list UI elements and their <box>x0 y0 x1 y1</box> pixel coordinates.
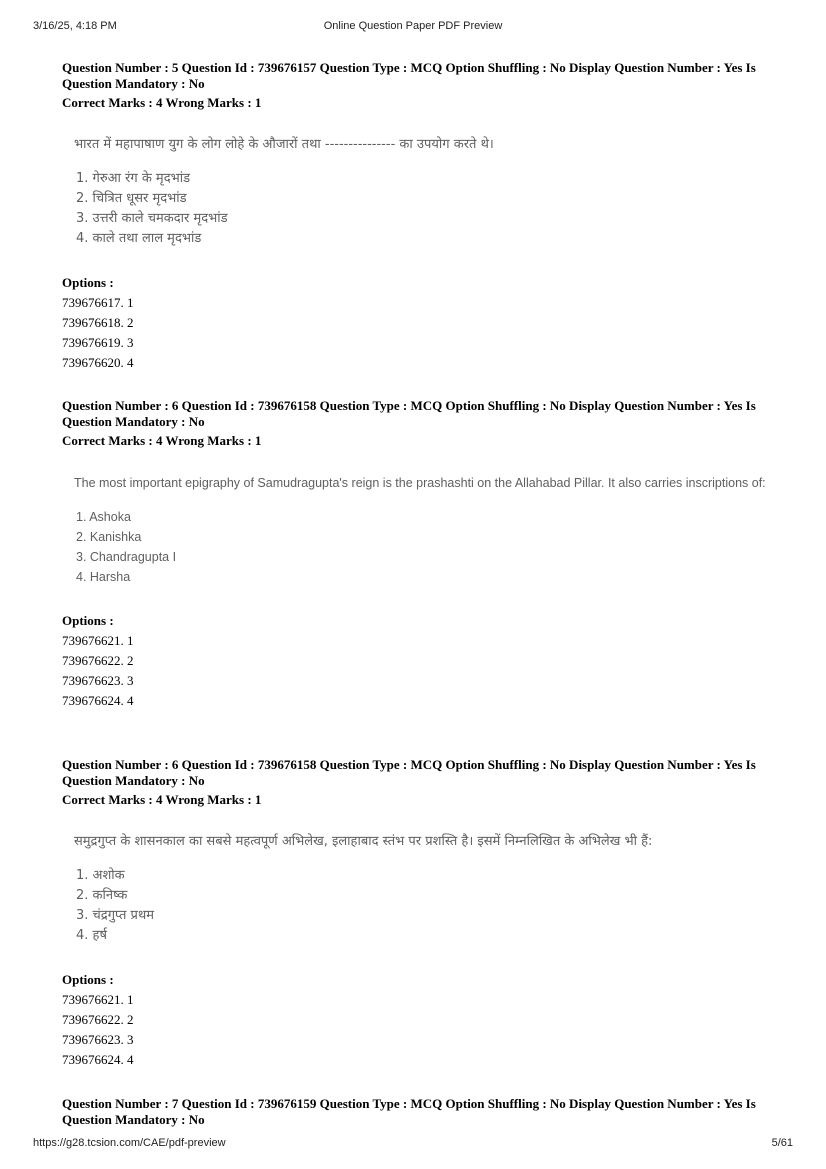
option-item: 739676621. 1 <box>62 992 134 1007</box>
option-item: 739676619. 3 <box>62 335 134 350</box>
question-choice: 4. काले तथा लाल मृदभांड <box>76 231 202 246</box>
question-choice: 2. चित्रित धूसर मृदभांड <box>76 191 187 206</box>
question-choice: 3. Chandragupta I <box>76 550 177 564</box>
question-stem: समुद्रगुप्त के शासनकाल का सबसे महत्वपूर्ण अभिलेख, इलाहाबाद स्तंभ पर प्रशस्ति है। इसमें निम्नलिखित के अभिलेख भी हैं: <box>74 834 653 849</box>
print-datetime: 3/16/25, 4:18 PM <box>33 20 117 32</box>
question-stem: The most important epigraphy of Samudragupta's reign is the prashashti on the Allahabad Pillar. It also carries inscriptions of: <box>74 476 766 490</box>
question-image <box>62 473 782 587</box>
question-meta: Question Number : 6 Question Id : 739676158 Question Type : MCQ Option Shuffling : No Display Question Number : Yes Is Question Mandatory : No <box>62 398 756 429</box>
question-choice: 1. Ashoka <box>76 510 131 524</box>
question-meta: Question Number : 7 Question Id : 739676159 Question Type : MCQ Option Shuffling : No Display Question Number : Yes Is Question Mandatory : No <box>62 1096 756 1127</box>
question-image <box>62 135 782 249</box>
question-choice: 2. Kanishka <box>76 530 142 544</box>
question-choice: 4. हर्ष <box>76 928 107 943</box>
question-block <box>62 757 782 1070</box>
option-item: 739676623. 3 <box>62 673 134 688</box>
option-item: 739676622. 2 <box>62 653 134 668</box>
print-header <box>0 20 826 36</box>
option-item: 739676622. 2 <box>62 1012 134 1027</box>
question-choice: 3. चंद्रगुप्त प्रथम <box>76 908 155 923</box>
question-choice: 1. अशोक <box>76 868 125 883</box>
option-item: 739676620. 4 <box>62 355 134 370</box>
question-block <box>62 398 782 711</box>
question-block <box>62 60 782 373</box>
option-item: 739676617. 1 <box>62 295 134 310</box>
print-footer <box>0 1137 826 1153</box>
question-choice: 2. कनिष्क <box>76 888 128 903</box>
question-meta: Question Number : 5 Question Id : 739676157 Question Type : MCQ Option Shuffling : No Display Question Number : Yes Is Question Mandatory : No <box>62 60 756 91</box>
question-choice: 4. Harsha <box>76 570 131 584</box>
question-stem: भारत में महापाषाण युग के लोग लोहे के औजारों तथा --------------- का उपयोग करते थे। <box>74 137 494 152</box>
question-choice: 3. उत्तरी काले चमकदार मृदभांड <box>76 211 228 226</box>
question-choice: 1. गेरुआ रंग के मृदभांड <box>76 171 191 186</box>
question-block <box>62 1096 782 1128</box>
option-item: 739676621. 1 <box>62 633 134 648</box>
options-label: Options : <box>62 613 114 628</box>
option-item: 739676623. 3 <box>62 1032 134 1047</box>
question-image <box>62 832 782 946</box>
option-item: 739676624. 4 <box>62 693 134 708</box>
question-meta: Question Number : 6 Question Id : 739676158 Question Type : MCQ Option Shuffling : No Display Question Number : Yes Is Question Mandatory : No <box>62 757 756 788</box>
print-url: https://g28.tcsion.com/CAE/pdf-preview <box>33 1137 226 1149</box>
options-label: Options : <box>62 972 114 987</box>
options-label: Options : <box>62 275 114 290</box>
question-marks: Correct Marks : 4 Wrong Marks : 1 <box>62 792 262 807</box>
option-item: 739676618. 2 <box>62 315 134 330</box>
page-number: 5/61 <box>771 1137 793 1149</box>
question-marks: Correct Marks : 4 Wrong Marks : 1 <box>62 95 262 110</box>
print-title: Online Question Paper PDF Preview <box>323 20 503 32</box>
option-item: 739676624. 4 <box>62 1052 134 1067</box>
question-marks: Correct Marks : 4 Wrong Marks : 1 <box>62 433 262 448</box>
